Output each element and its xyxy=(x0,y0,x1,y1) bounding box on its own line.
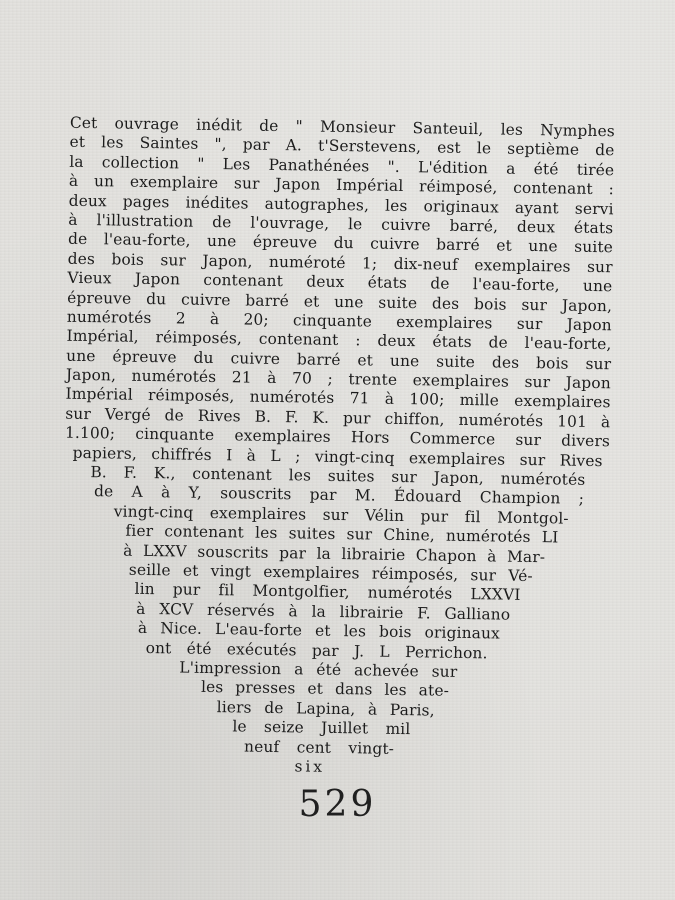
colophon-line: seille et vingt exemplaires réimposés, sur Vé- xyxy=(128,560,533,586)
colophon-line: Japon, numérotés 21 à 70 ; trente exemplaires sur Japon xyxy=(65,365,612,393)
colophon-line: Cet ouvrage inédit de " Monsieur Santeuil, les Nymphes xyxy=(69,113,615,141)
colophon-line: à Nice. L'eau-forte et les bois originaux xyxy=(137,619,501,643)
colophon-line: la collection " Les Panathénées ". L'édition a été tirée xyxy=(69,152,615,180)
colophon-line: numérotés 2 à 20; cinquante exemplaires sur Japon xyxy=(66,307,612,335)
colophon-line: fier contenant les suites sur Chine, numérotés LI xyxy=(125,521,559,547)
colophon-line: lin pur fil Montgolfier, numérotés LXXVI xyxy=(134,580,521,605)
page-number: 529 xyxy=(298,784,377,825)
colophon-line: Impérial réimposés, numérotés 71 à 100; mille exemplaires xyxy=(65,385,611,412)
colophon-line: deux pages inédites autographes, les originaux ayant servi xyxy=(68,191,614,218)
colophon-line: de A à Y, souscrits par M. Édouard Champion ; xyxy=(93,482,585,509)
colophon-line: des bois sur Japon, numéroté 1; dix-neuf exemplaires sur xyxy=(67,249,613,276)
colophon-line: à LXXV souscrits par la librairie Chapon à Mar- xyxy=(123,541,546,566)
colophon-line: une épreuve du cuivre barré et une suite des bois sur xyxy=(66,346,612,373)
colophon-line: papiers, chiffrés I à L ; vingt-cinq exemplaires sur Rives xyxy=(72,443,603,470)
colophon-line: à l'illustration de l'ouvrage, le cuivre barré, deux états xyxy=(68,210,614,238)
colophon-line: 1.100; cinquante exemplaires Hors Commerce sur divers xyxy=(64,423,611,451)
colophon-line: épreuve du cuivre barré et une suite des bois sur Japon, xyxy=(67,288,613,315)
colophon-line: Impérial, réimposés, contenant : deux états de l'eau-forte, xyxy=(66,326,612,354)
colophon-line: six xyxy=(294,757,326,776)
colophon-line: et les Saintes ", par A. t'Serstevens, est le septième de xyxy=(69,133,615,160)
colophon-line: liers de Lapina, à Paris, xyxy=(216,697,435,720)
colophon-line: le seize Juillet mil xyxy=(232,717,411,739)
colophon-line: sur Vergé de Rives B. F. K. pur chiffon, numérotés 101 à xyxy=(65,404,611,432)
colophon-line: à un exemplaire sur Japon Impérial réimposé, contenant : xyxy=(68,171,615,199)
colophon-text-block xyxy=(60,114,615,782)
colophon-line: de l'eau-forte, une épreuve du cuivre barré et une suite xyxy=(67,230,614,257)
colophon-line: vingt-cinq exemplaires sur Vélin pur fil Montgol- xyxy=(113,502,569,528)
colophon-line: L'impression a été achevée sur xyxy=(179,658,458,681)
colophon-line: à XCV réservés à la librairie F. Galliano xyxy=(136,599,511,624)
colophon-line: Vieux Japon contenant deux états de l'eau-forte, une xyxy=(67,268,613,296)
colophon-line: B. F. K., contenant les suites sur Japon, numérotés xyxy=(90,463,586,489)
colophon-line: ont été exécutés par J. L Perrichon. xyxy=(145,638,488,662)
colophon-line: les presses et dans les ate- xyxy=(200,678,450,701)
colophon-line: neuf cent vingt- xyxy=(243,737,395,758)
